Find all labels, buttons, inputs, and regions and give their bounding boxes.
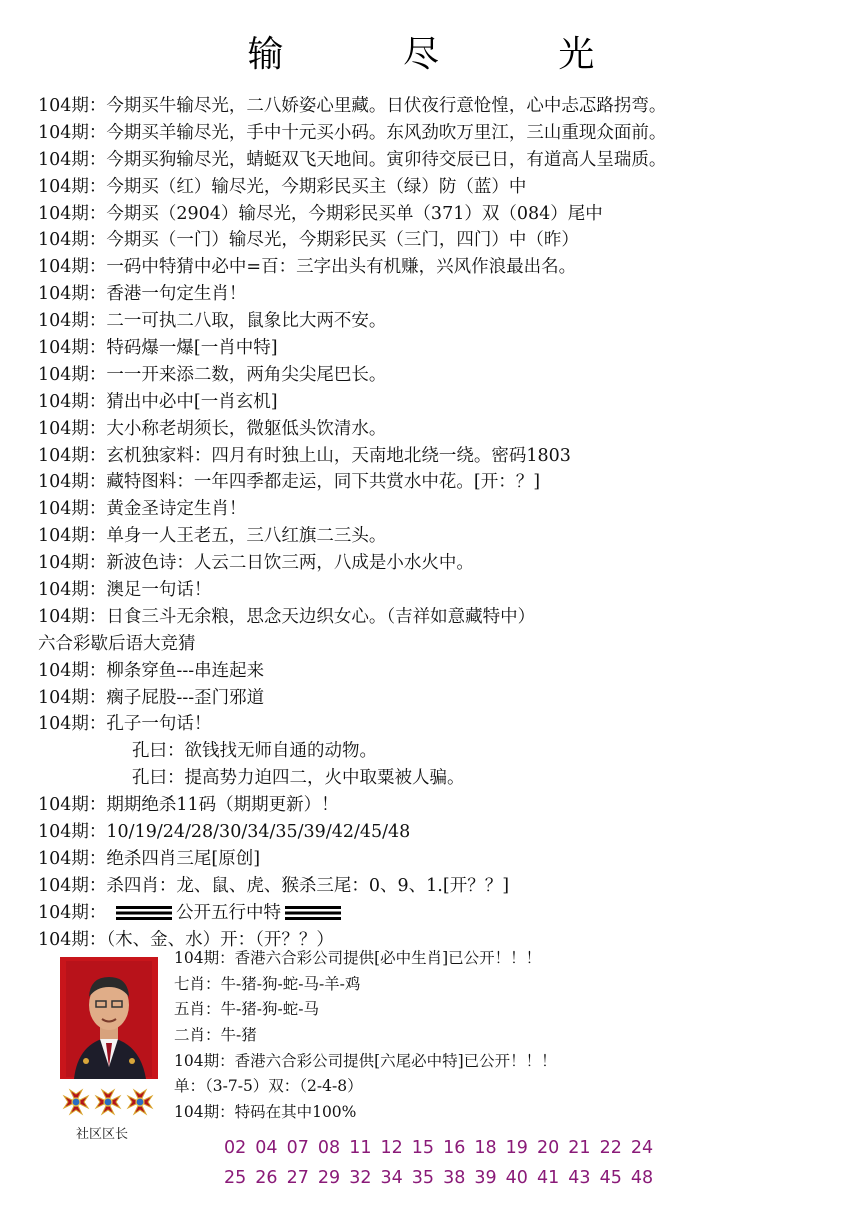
text-line: 104期：今期买（一门）输尽光，今期彩民买（三门，四门）中（昨） [38, 230, 579, 251]
medal-badges [60, 1083, 156, 1121]
text-line: 104期：10/19/24/28/30/34/35/39/42/45/48 [38, 822, 411, 843]
number-cell: 19 [505, 1138, 528, 1158]
number-cell: 02 [224, 1138, 247, 1158]
number-cell: 45 [599, 1168, 622, 1188]
text-line: 104期：二一可执二八取，鼠象比大两不安。 [38, 311, 387, 332]
text-line: 104期：今期买牛输尽光，二八娇姿心里藏。日伏夜行意怆惶，心中忐忑路拐弯。 [38, 96, 667, 116]
text-line: 104期：香港一句定生肖！ [38, 284, 247, 305]
panel-line: 二肖：牛-猪 [174, 1026, 257, 1045]
number-cell: 18 [474, 1138, 497, 1158]
text-line: 孔曰：提高势力迫四二，火中取粟被人骗。 [132, 768, 465, 789]
number-cell: 07 [286, 1138, 309, 1158]
text-line: 104期：新波色诗：人云二日饮三两，八成是小水火中。 [38, 553, 474, 574]
number-cell: 15 [411, 1138, 435, 1158]
number-row [224, 1133, 842, 1163]
text-line: 104期：澳足一句话！ [38, 580, 212, 601]
number-cell: 26 [255, 1168, 278, 1188]
panel-line: 104期：香港六合彩公司提供[必中生肖]已公开！！！ [174, 949, 542, 967]
prediction-lines [38, 93, 838, 954]
number-cell: 39 [474, 1168, 497, 1188]
number-cell: 32 [349, 1168, 372, 1188]
number-cell: 38 [443, 1168, 466, 1188]
number-cell: 27 [286, 1168, 309, 1188]
number-cell: 21 [568, 1138, 591, 1158]
text-line: 104期：绝杀四肖三尾[原创] [38, 848, 261, 869]
trigram-icon [116, 906, 172, 920]
text-line: 孔曰：欲钱找无师自通的动物。 [132, 741, 377, 762]
text-line: 104期：一一开来添二数，两角尖尖尾巴长。 [38, 364, 387, 385]
text-line: 104期：今期买狗输尽光，蜻蜓双飞天地间。寅卯待交辰已日，有道高人呈瑞质。 [38, 149, 667, 170]
text-line: 104期：瘸子屁股---歪门邪道 [38, 687, 265, 708]
text-line: 104期：一码中特猜中必中=百：三字出头有机赚，兴风作浪最出名。 [38, 257, 577, 278]
text-line: 104期：（木、金、水）开：（开？？） [38, 929, 334, 950]
photo-caption: 社区区长 [75, 1127, 128, 1142]
trigram-icon [285, 906, 341, 920]
number-cell: 24 [630, 1138, 654, 1158]
panel-line: 单：（3-7-5）双：（2-4-8） [174, 1077, 363, 1096]
five-elements-prefix: 104期： [38, 902, 107, 923]
number-cell: 22 [599, 1138, 622, 1158]
text-line: 104期：杀四肖：龙、鼠、虎、猴杀三尾：0、9、1.[开？？] [38, 875, 510, 896]
text-line: 104期：今期买（2904）输尽光，今期彩民买单（371）双（084）尾中 [38, 203, 603, 224]
number-cell: 29 [317, 1168, 341, 1188]
number-cell: 04 [255, 1138, 278, 1158]
info-panel [174, 946, 834, 1126]
number-cell: 16 [443, 1138, 466, 1158]
text-line: 104期：猜出中必中[一肖玄机] [38, 391, 278, 412]
number-cell: 48 [630, 1168, 654, 1188]
five-elements-line [38, 900, 838, 927]
text-line: 104期：孔子一句话！ [38, 714, 212, 735]
number-row [224, 1163, 842, 1193]
number-cell: 34 [380, 1168, 403, 1188]
text-line: 104期：期期绝杀11码（期期更新）！ [38, 795, 339, 816]
number-cell: 43 [568, 1168, 591, 1188]
portrait-photo [60, 957, 158, 1079]
text-line: 104期：玄机独家料：四月有时独上山，天南地北绕一绕。密码1803 [38, 445, 571, 466]
text-line: 104期：大小称老胡须长，微躯低头饮清水。 [38, 418, 387, 439]
text-line: 104期：柳条穿鱼---串连起来 [38, 660, 265, 681]
text-line: 104期：单身一人王老五，三八红旗二三头。 [38, 526, 387, 547]
text-line: 104期：黄金圣诗定生肖！ [38, 499, 247, 520]
text-line: 104期：今期买羊输尽光，手中十元买小码。东风劲吹万里江，三山重现众面前。 [38, 122, 667, 143]
panel-line: 104期：香港六合彩公司提供[六尾必中特]已公开！！！ [174, 1051, 557, 1070]
number-cell: 40 [505, 1168, 528, 1188]
panel-line: 104期：特码在其中100% [174, 1103, 357, 1122]
text-line: 104期：藏特图料：一年四季都走运，同下共赏水中花。[开：？] [38, 472, 541, 493]
panel-line: 七肖：牛-猪-狗-蛇-马-羊-鸡 [174, 974, 361, 993]
number-grid [224, 1133, 842, 1193]
number-cell: 25 [224, 1168, 247, 1188]
text-line: 104期：日食三斗无余粮，思念天边织女心。（吉祥如意藏特中） [38, 606, 536, 627]
five-elements-text: 公开五行中特 [175, 902, 281, 923]
number-cell: 08 [317, 1138, 341, 1158]
number-cell: 20 [536, 1138, 560, 1158]
panel-line: 五肖：牛-猪-狗-蛇-马 [174, 1000, 319, 1019]
number-cell: 11 [349, 1138, 372, 1158]
number-cell: 35 [411, 1168, 435, 1188]
text-line: 104期：特码爆一爆[一肖中特] [38, 338, 278, 359]
text-line: 104期：今期买（红）输尽光，今期彩民买主（绿）防（蓝）中 [38, 176, 527, 197]
page-title: 输 尽 光 [247, 34, 649, 75]
section-heading: 六合彩歇后语大竞猜 [38, 633, 196, 654]
number-cell: 12 [380, 1138, 403, 1158]
number-cell: 41 [536, 1168, 560, 1188]
